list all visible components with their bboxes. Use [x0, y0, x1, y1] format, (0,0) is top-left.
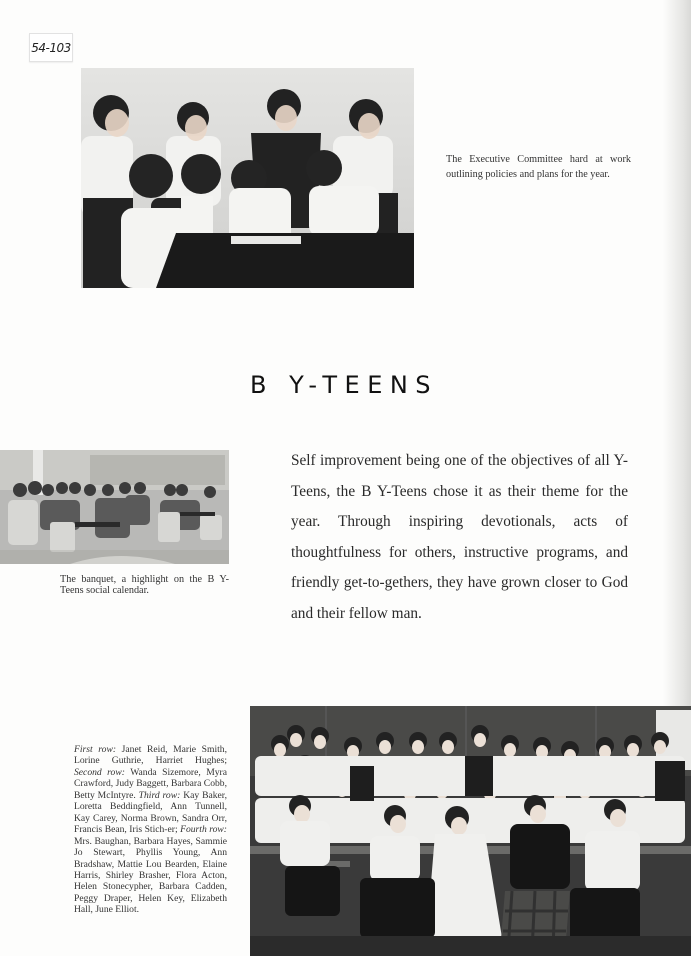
group-photo [250, 706, 691, 956]
banquet-caption: The banquet, a highlight on the B Y-Teens social calendar. [60, 574, 229, 597]
page-title: B Y-TEENS [250, 371, 439, 400]
page-number-sticker: 54-103 [29, 33, 73, 62]
row-names-second: Wanda Sizemore, Myra Crawford, Judy Baggett, Barbara Cobb, Betty McIntyre. [74, 766, 228, 801]
row-label-first: First row: [74, 744, 117, 755]
group-photo-caption [74, 744, 227, 916]
row-label-third: Third row: [138, 789, 181, 801]
row-names-first: Janet Reid, Marie Smith, Lorine Guthrie, Harriet Hughes; [74, 744, 227, 767]
body-paragraph: Self improvement being one of the objectives of all Y-Teens, the B Y-Teens chose it as their theme for the year. Through inspiring devotionals, acts of thoughtfulness for others, instructive programs, and friendly get-to-gethers, they have grown closer to God and their fellow man. [291, 452, 628, 622]
banquet-photo [0, 450, 229, 564]
executive-committee-photo [81, 68, 414, 288]
row-names-third: Kay Baker, Loretta Beddingfield, Ann Tunnell, Kay Carey, Norma Brown, Sandra Orr, Francis Bean, Iris Stich-er; [74, 789, 228, 836]
row-label-second: Second row: [74, 766, 125, 778]
row-label-fourth: Fourth row: [180, 824, 227, 836]
row-names-fourth: Mrs. Baughan, Barbara Hayes, Sammie Jo Stewart, Phyllis Young, Ann Bradshaw, Mattie Lou Bearden, Elaine Harris, Shirley Brasher, Flora Acton, Helen Stonecypher, Barbara Cadden, Peggy Draper, Helen Key, Elizabeth Hall, June Elliot. [74, 835, 227, 916]
executive-committee-caption: The Executive Committee hard at work outlining policies and plans for the year. [446, 154, 631, 180]
